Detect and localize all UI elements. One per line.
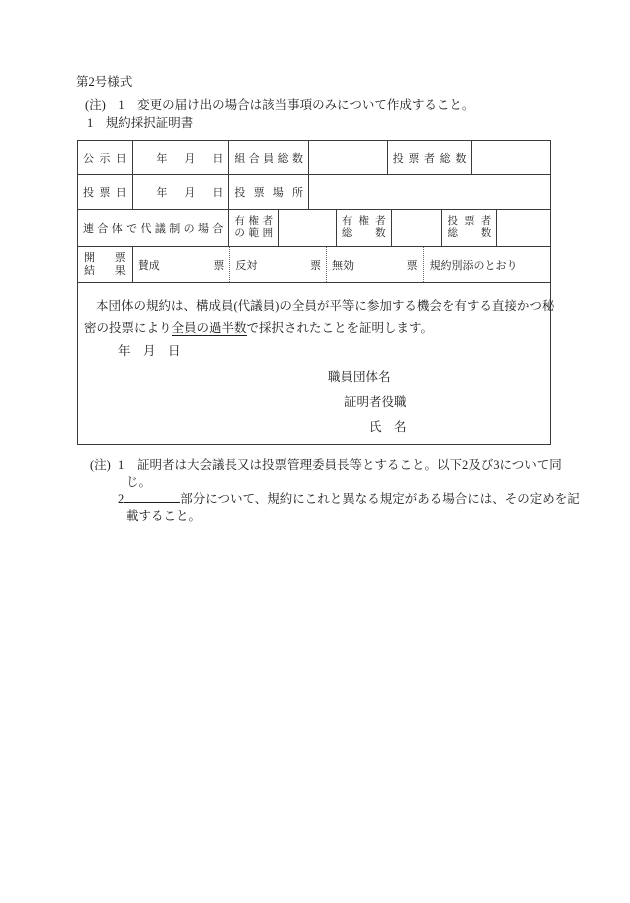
table-row-federation — [78, 210, 550, 247]
certificate-underlined-phrase: 全員の過半数 — [171, 321, 247, 335]
announcement-date-value-cell — [133, 141, 230, 174]
footnote-2-blank-underline — [124, 490, 180, 503]
footnotes-label: (注) — [90, 458, 111, 472]
announcement-date-value: 年 月 日 — [156, 152, 227, 165]
footnote-1-line1 — [118, 457, 630, 474]
certificate-line2-post: で採択されたことを証明します。 — [246, 321, 434, 335]
federation-label: 連合体で代議制の場合 — [83, 223, 224, 235]
invalid-votes-label: 無効 — [331, 259, 354, 272]
rules-attached-cell — [424, 247, 550, 282]
certificate-paragraph-line1: 本団体の規約は、構成員(代議員)の全員が平等に参加する機会を有する直接かつ秘 — [96, 299, 555, 313]
footnote-2-line2: 載すること。 — [126, 508, 202, 523]
table-row-results — [78, 247, 550, 283]
invalid-votes-cell — [327, 247, 424, 282]
no-votes-cell — [230, 247, 327, 282]
certificate-date-line: 年 月 日 — [118, 344, 181, 358]
certificate-line2-pre: 密の投票により — [84, 321, 172, 335]
footnote-1-number: 1 — [118, 458, 125, 472]
eligible-scope-label-cell — [229, 210, 279, 246]
voting-date-label-cell — [78, 175, 133, 209]
member-total-label: 組合員総数 — [234, 152, 304, 165]
voter-total-value-cell — [472, 141, 550, 174]
federation-label-cell — [78, 210, 229, 246]
fed-voter-total-value-cell — [497, 210, 550, 246]
yes-votes-cell — [133, 247, 231, 282]
table-row-announcement — [78, 141, 550, 175]
fed-voter-total-label-line2: 総数 — [447, 228, 492, 239]
header-note: (注) 1 変更の届け出の場合は該当事項のみについて作成すること。 — [85, 98, 475, 112]
eligible-total-value-cell — [392, 210, 443, 246]
count-result-label-cell — [78, 247, 133, 282]
certificate-paragraph-line2 — [84, 317, 544, 339]
voting-date-value-cell — [133, 175, 230, 209]
rules-attached-label: 規約別添のとおり — [429, 259, 518, 272]
table-row-votingday — [78, 175, 550, 210]
eligible-total-label-line2: 総数 — [341, 228, 386, 239]
certificate-table — [77, 140, 555, 445]
yes-votes-unit: 票 — [213, 259, 225, 272]
count-result-label-line1: 開票 — [84, 251, 126, 264]
organization-name-label: 職員団体名 — [328, 370, 391, 384]
section-title: 1 規約採択証明書 — [87, 116, 194, 130]
voting-place-label-cell — [229, 175, 309, 209]
certifier-title-label: 証明者役職 — [344, 395, 407, 409]
fed-voter-total-label-line1: 投票者 — [447, 215, 492, 227]
announcement-date-label-cell — [78, 141, 133, 174]
footnotes — [90, 457, 630, 524]
fed-voter-total-label-cell — [442, 210, 497, 246]
certifier-name-label: 氏 名 — [369, 420, 407, 434]
no-votes-label: 反対 — [235, 259, 258, 272]
footnote-1-line2: じ。 — [126, 474, 152, 489]
footnote-1-text: 証明者は大会議長又は投票管理委員長等とすること。以下2及び3について同 — [137, 458, 562, 472]
footnote-2-text: 部分について、規約にこれと異なる規定がある場合には、その定めを記 — [180, 492, 580, 506]
eligible-total-label-line1: 有権者 — [341, 215, 386, 227]
voting-date-value: 年 月 日 — [156, 187, 227, 199]
invalid-votes-unit: 票 — [406, 259, 418, 272]
announcement-date-label: 公示日 — [83, 152, 127, 165]
count-result-label-line2: 結果 — [84, 264, 126, 277]
footnote-2-line1 — [118, 490, 630, 508]
yes-votes-label: 賛成 — [137, 259, 160, 272]
eligible-scope-value-cell — [279, 210, 337, 246]
eligible-total-label-cell — [337, 210, 392, 246]
certificate-body — [78, 283, 555, 444]
voting-place-label: 投票場所 — [234, 187, 304, 199]
member-total-value-cell — [309, 141, 388, 174]
eligible-scope-label-line1: 有権者 — [234, 215, 274, 227]
voting-date-label: 投票日 — [83, 187, 127, 199]
voter-total-label-cell — [388, 141, 473, 174]
member-total-label-cell — [229, 141, 309, 174]
voting-place-value-cell — [309, 175, 550, 209]
footnote-2-number: 2 — [118, 492, 125, 506]
form-number: 第2号様式 — [76, 75, 133, 89]
voter-total-label: 投票者総数 — [392, 152, 467, 165]
eligible-scope-label-line2: の範囲 — [234, 228, 274, 239]
no-votes-unit: 票 — [309, 259, 321, 272]
